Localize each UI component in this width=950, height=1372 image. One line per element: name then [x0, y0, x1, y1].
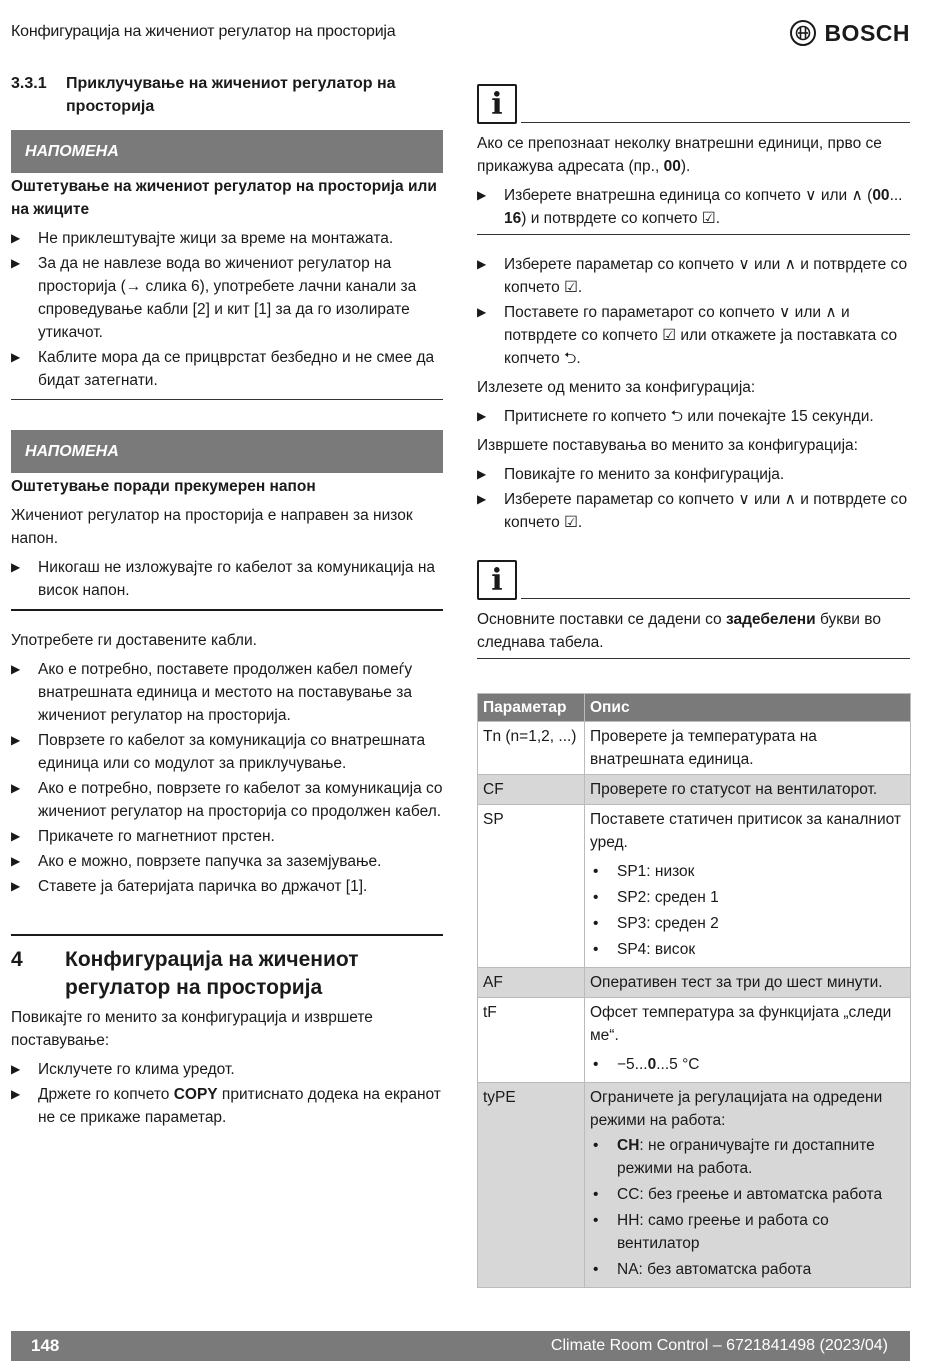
list-item: ▶ Прикачете го магнетниот прстен.	[11, 825, 443, 848]
notice-title: Оштетување на жичениот регулатор на просторија или на жиците	[11, 178, 437, 218]
param-cell: SP	[478, 805, 585, 968]
column-header: Параметар	[478, 694, 585, 722]
instruction-list	[11, 658, 443, 898]
right-column	[477, 84, 910, 1288]
desc-cell: Проверете го статусот на вентилаторот.	[585, 775, 911, 805]
param-cell: CF	[478, 775, 585, 805]
option-list	[590, 1134, 905, 1281]
list-item: • CC: без греење и автоматска работа	[590, 1183, 905, 1206]
param-cell: tF	[478, 998, 585, 1083]
list-item: ▶ Изберете параметар со копчето ∨ или ∧ и потврдете со копчето ☑.	[477, 488, 910, 534]
param-cell: tyPE	[478, 1083, 585, 1288]
option-list	[590, 1053, 905, 1076]
info-text: Основните поставки се дадени со задебелени букви во следнава табела.	[477, 611, 881, 651]
list-item: • −5...0...5 °C	[590, 1053, 905, 1076]
parameter-table	[477, 693, 911, 1288]
info-instruction-list	[477, 184, 910, 230]
list-item: ▶ Ставете ја батеријата паричка во држачот [1].	[11, 875, 443, 898]
list-item: ▶ За да не навлезе вода во жичениот регулатор на просторија (→ слика 6), употребете лачни канали за спроведување кабли [2] и кит [1] за да го изолирате утикачот.	[11, 252, 443, 344]
param-cell: AF	[478, 968, 585, 998]
list-item: • SP2: среден 1	[590, 886, 905, 909]
table-row	[478, 722, 911, 775]
desc-cell: Проверете ја температурата на внатрешната единица.	[585, 722, 911, 775]
chapter-instruction-list	[11, 1058, 443, 1129]
section-title: Приклучување на жичениот регулатор на просторија	[66, 75, 396, 115]
list-item: ▶ Поставете го параметарот со копчето ∨ или ∧ и потврдете со копчето ☑ или откажете ја поставката со копчето ⮌.	[477, 301, 910, 370]
table-header-row	[478, 694, 911, 722]
list-item: ▶ Ако е потребно, поврзете го кабелот за комуникација со жичениот регулатор на просторија со продолжен кабел.	[11, 777, 443, 823]
notice-cable-damage	[11, 130, 443, 400]
exit-instruction-list	[477, 405, 910, 428]
exit-intro: Излезете од менито за конфигурација:	[477, 379, 756, 396]
list-item: ▶ Притиснете го копчето ⮌ или почекајте 15 секунди.	[477, 405, 910, 428]
list-item: ▶ Исклучете го клима уредот.	[11, 1058, 443, 1081]
page-number: 148	[31, 1336, 60, 1355]
running-header-title: Конфигурација на жичениот регулатор на просторија	[11, 23, 396, 40]
body-intro: Употребете ги доставените кабли.	[11, 632, 257, 649]
table-row	[478, 968, 911, 998]
left-column	[11, 72, 443, 1131]
parameter-steps-list	[477, 253, 910, 370]
page-header	[11, 18, 910, 50]
chapter-title: Конфигурација на жичениот регулатор на просторија	[65, 948, 359, 999]
list-item: • SP3: среден 2	[590, 912, 905, 935]
list-item: ▶ Изберете внатрешна единица со копчето ∨ или ∧ (00... 16) и потврдете со копчето ☑.	[477, 184, 910, 230]
column-header: Опис	[585, 694, 911, 722]
list-item: • NA: без автоматска работа	[590, 1258, 905, 1281]
info-text: Ако се препознаат неколку внатрешни единици, прво се прикажува адресата (пр., 00).	[477, 135, 882, 175]
notice-title: Оштетување поради прекумерен напон	[11, 478, 316, 495]
brand-logo	[790, 18, 910, 48]
list-item: • CH: не ограничувајте ги достапните режими на работа.	[590, 1134, 905, 1180]
brand-name: BOSCH	[824, 19, 910, 46]
settings-instruction-list	[477, 463, 910, 534]
list-item: ▶ Држете го копчето COPY притиснато додека на екранот не се прикаже параметар.	[11, 1083, 443, 1129]
info-end-divider	[477, 234, 910, 235]
list-item: ▶ Каблите мора да се прицврстат безбедно и не смее да бидат затегнати.	[11, 346, 443, 392]
notice-label-bar: НАПОМЕНА	[11, 130, 443, 173]
chapter-intro: Повикајте го менито за конфигурација и извршете поставување:	[11, 1009, 373, 1049]
chapter-number: 4	[11, 948, 23, 971]
bosch-armature-icon	[790, 20, 816, 46]
table-row	[478, 998, 911, 1083]
copy-button-name: COPY	[173, 1086, 218, 1103]
list-item: ▶ Ако е потребно, поставете продолжен кабел помеѓу внатрешната единица и местото на поставување за жичениот регулатор на просторија.	[11, 658, 443, 727]
section-number: 3.3.1	[11, 75, 47, 92]
info-divider	[521, 598, 910, 599]
table-row	[478, 775, 911, 805]
info-box-address	[477, 84, 910, 124]
table-row	[478, 1083, 911, 1288]
list-item: • HH: само греење и работа со вентилатор	[590, 1209, 905, 1255]
list-item: ▶ Изберете параметар со копчето ∨ или ∧ и потврдете со копчето ☑.	[477, 253, 910, 299]
notice-instruction-list	[11, 556, 443, 602]
list-item: • SP4: висок	[590, 938, 905, 961]
list-item: • SP1: низок	[590, 860, 905, 883]
chapter-heading-4	[11, 934, 443, 1002]
list-item: ▶ Никогаш не изложувајте го кабелот за комуникација на висок напон.	[11, 556, 443, 602]
section-heading-331	[11, 72, 443, 118]
list-item: ▶ Ако е можно, поврзете папучка за заземјување.	[11, 850, 443, 873]
page-footer	[11, 1331, 910, 1361]
desc-cell: Офсет температура за функцијата „следи ме“. • −5...0...5 °C	[585, 998, 911, 1083]
list-item: ▶ Повикајте го менито за конфигурација.	[477, 463, 910, 486]
desc-cell: Ограничете ја регулацијата на одредени режими на работа: • CH: не ограничувајте ги достапните режими на работа. • CC: без греење и автоматска работа • HH: само греење и работа со вентилатор • NA: без автоматска работа	[585, 1083, 911, 1288]
notice-label-bar: НАПОМЕНА	[11, 430, 443, 473]
list-item: ▶ Поврзете го кабелот за комуникација со внатрешната единица или со модулот за приклучување.	[11, 729, 443, 775]
option-list	[590, 860, 905, 961]
info-box-defaults	[477, 560, 910, 600]
document-reference: Climate Room Control – 6721841498 (2023/04)	[550, 1337, 888, 1354]
info-icon: i	[477, 84, 517, 124]
settings-intro: Извршете поставувања во менито за конфигурација:	[477, 437, 858, 454]
info-divider	[521, 122, 910, 123]
list-item: ▶ Не приклештувајте жици за време на монтажата.	[11, 227, 443, 250]
param-cell: Tn (n=1,2, ...)	[478, 722, 585, 775]
notice-overvoltage	[11, 430, 443, 611]
desc-cell: Поставете статичен притисок за каналниот уред. • SP1: низок • SP2: среден 1 • SP3: среден 2 • SP4: висок	[585, 805, 911, 968]
desc-cell: Оперативен тест за три до шест минути.	[585, 968, 911, 998]
info-end-divider	[477, 658, 910, 659]
info-icon: i	[477, 560, 517, 600]
table-row	[478, 805, 911, 968]
notice-instruction-list	[11, 227, 443, 392]
notice-text: Жичениот регулатор на просторија е направен за низок напон.	[11, 507, 413, 547]
